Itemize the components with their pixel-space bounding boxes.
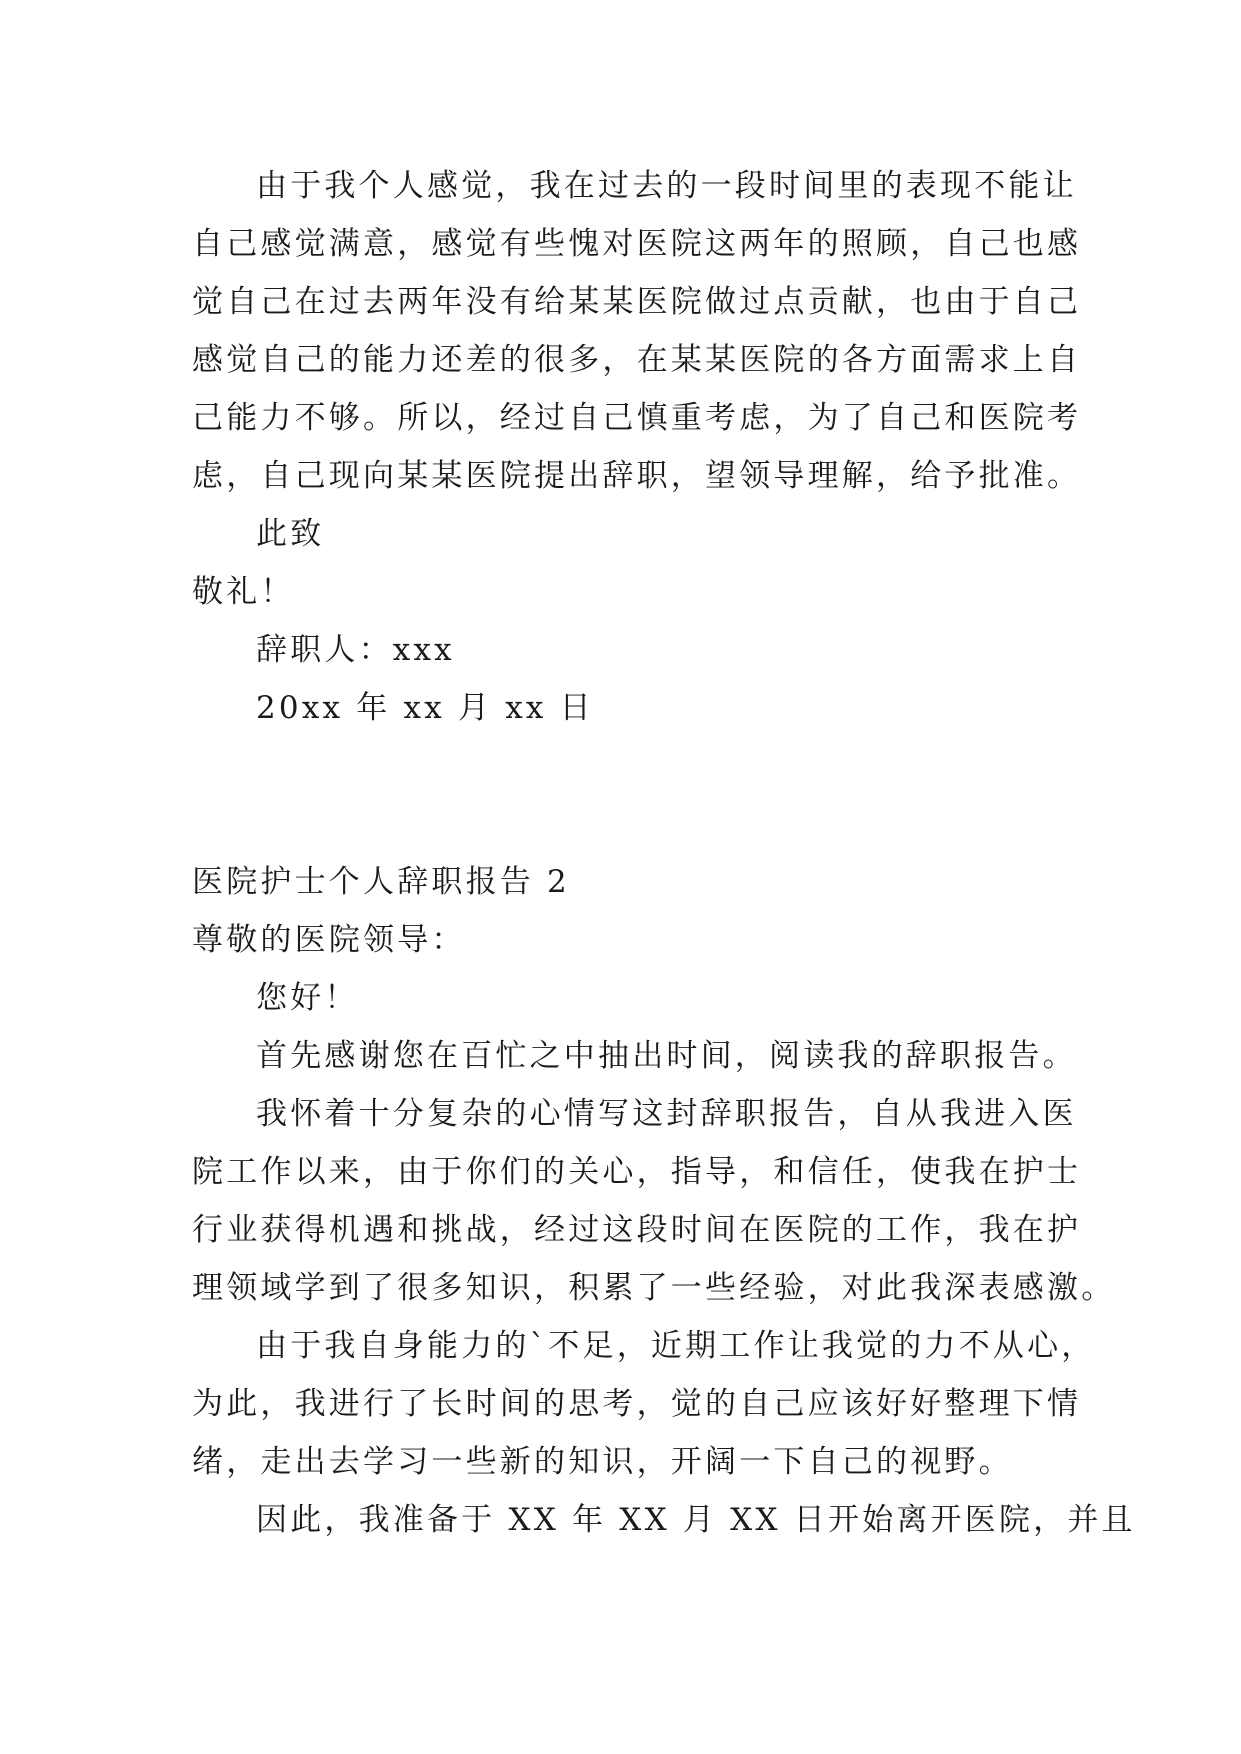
paragraph-line: 理领域学到了很多知识，积累了一些经验，对此我深表感激。 (192, 1270, 1116, 1306)
paragraph-line: 首先感谢您在百忙之中抽出时间，阅读我的辞职报告。 (256, 1038, 1077, 1074)
salutation: 尊敬的医院领导： (192, 922, 466, 958)
paragraph-line: 自己感觉满意，感觉有些愧对医院这两年的照顾，自己也感 (192, 226, 1082, 262)
signature: 辞职人：xxx (256, 632, 455, 668)
closing-salute: 敬礼！ (192, 574, 295, 610)
paragraph-line: 感觉自己的能力还差的很多，在某某医院的各方面需求上自 (192, 342, 1082, 378)
paragraph-line: 行业获得机遇和挑战，经过这段时间在医院的工作，我在护 (192, 1212, 1082, 1248)
paragraph-line: 绪，走出去学习一些新的知识，开阔一下自己的视野。 (192, 1444, 1013, 1480)
paragraph-line: 己能力不够。所以，经过自己慎重考虑，为了自己和医院考 (192, 400, 1082, 436)
paragraph-line: 我怀着十分复杂的心情写这封辞职报告，自从我进入医 (256, 1096, 1077, 1132)
paragraph-line: 为此，我进行了长时间的思考，觉的自己应该好好整理下情 (192, 1386, 1082, 1422)
paragraph-line: 虑，自己现向某某医院提出辞职，望领导理解，给予批准。 (192, 458, 1082, 494)
section-title: 医院护士个人辞职报告 2 (192, 864, 570, 900)
greeting: 您好！ (256, 980, 359, 1016)
paragraph-line: 觉自己在过去两年没有给某某医院做过点贡献，也由于自己 (192, 284, 1082, 320)
paragraph-line: 院工作以来，由于你们的关心，指导，和信任，使我在护士 (192, 1154, 1082, 1190)
date: 20xx 年 xx 月 xx 日 (256, 690, 594, 726)
paragraph-line: 由于我自身能力的`不足，近期工作让我觉的力不从心， (256, 1328, 1096, 1364)
paragraph-line: 因此，我准备于 XX 年 XX 月 XX 日开始离开医院，并且 (256, 1502, 1136, 1538)
closing-line: 此致 (256, 516, 325, 552)
paragraph-line: 由于我个人感觉，我在过去的一段时间里的表现不能让 (256, 168, 1077, 204)
